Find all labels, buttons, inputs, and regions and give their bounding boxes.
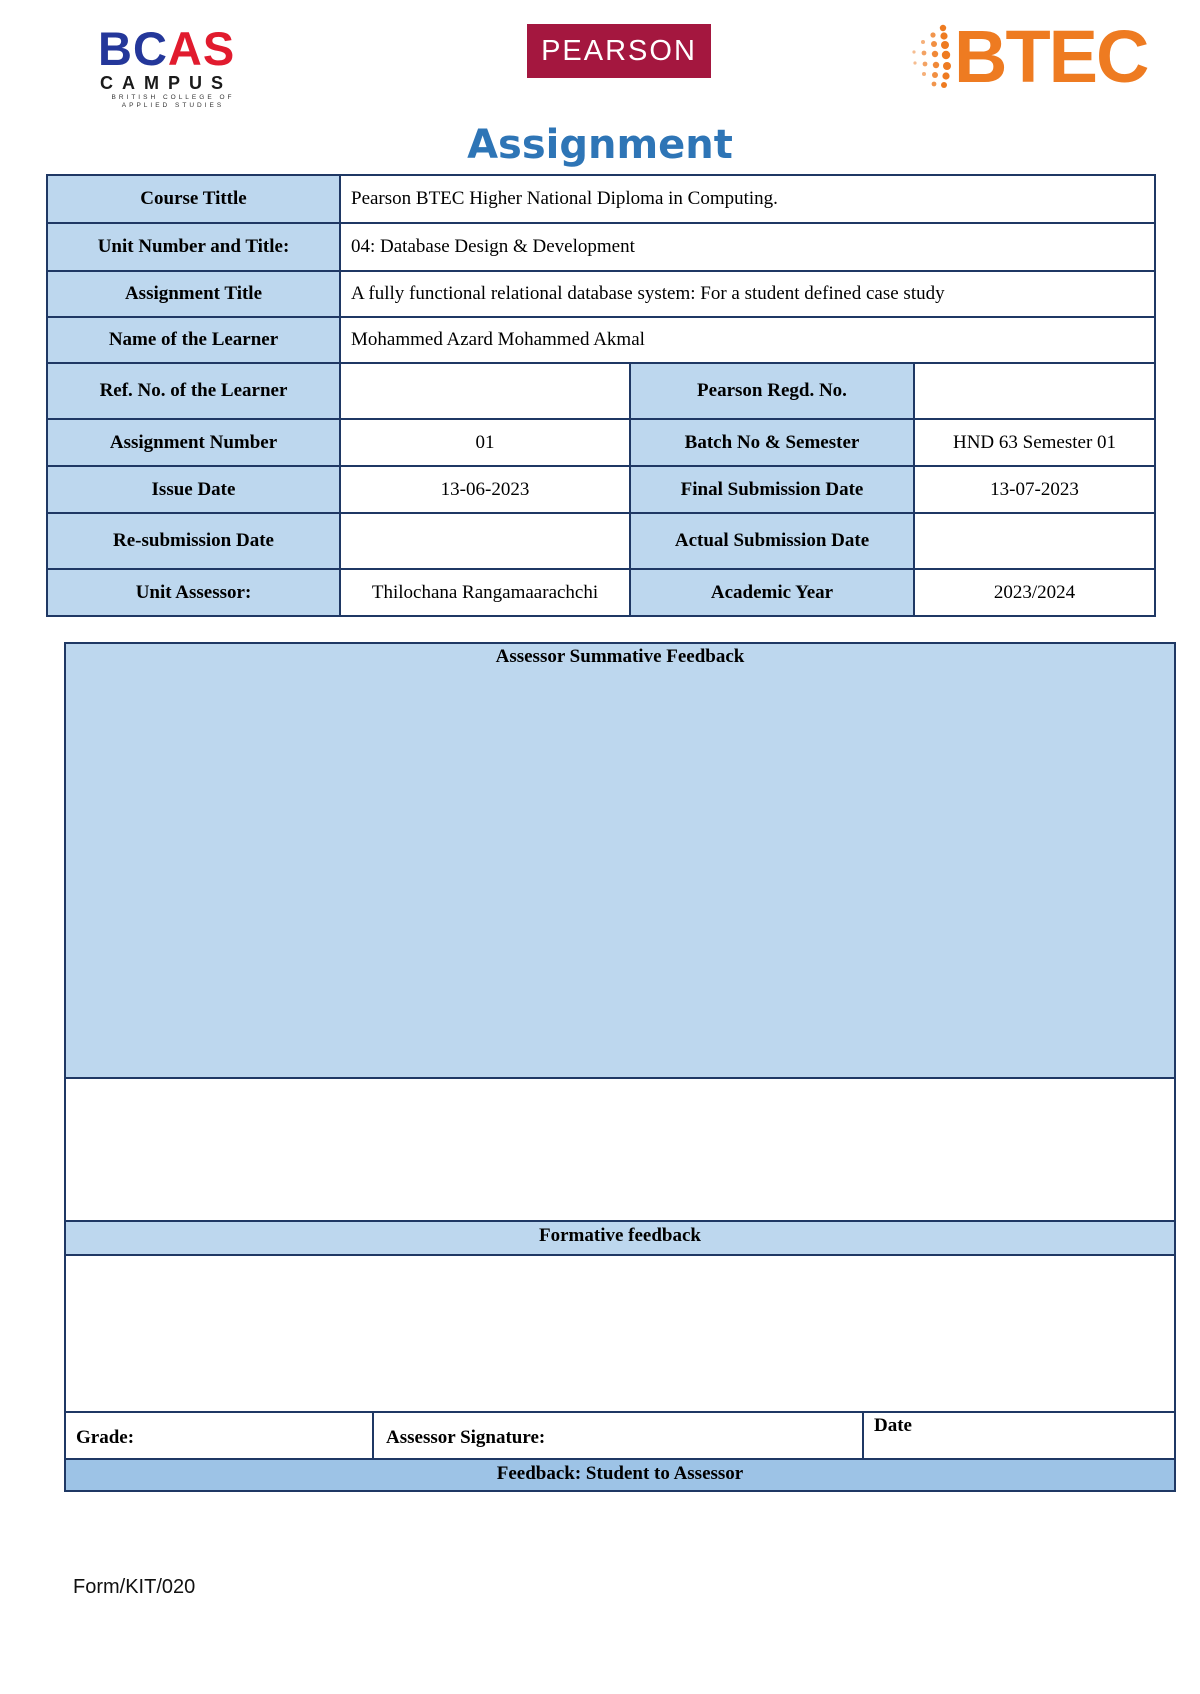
summative-feedback-heading: Assessor Summative Feedback — [495, 646, 745, 667]
bcas-campus-text: CAMPUS — [100, 73, 233, 93]
bcas-campus-logo — [98, 22, 258, 116]
ref-no-label: Ref. No. of the Learner — [47, 363, 340, 419]
summative-feedback-area — [64, 1079, 1176, 1222]
actual-submission-value — [914, 513, 1155, 569]
issue-date-label: Issue Date — [47, 466, 340, 513]
feedback-section — [64, 642, 1176, 1492]
summative-feedback-box — [64, 642, 1176, 1079]
pearson-logo: PEARSON — [527, 24, 711, 78]
unit-label: Unit Number and Title: — [47, 223, 340, 271]
btec-logo — [906, 15, 1150, 98]
pearson-regd-value — [914, 363, 1155, 419]
pearson-regd-label: Pearson Regd. No. — [630, 363, 914, 419]
assignment-title-label: Assignment Title — [47, 271, 340, 317]
btec-wordmark: BTEC — [954, 15, 1148, 98]
grade-label: Grade: — [66, 1413, 374, 1458]
form-code: Form/KIT/020 — [73, 1576, 196, 1598]
course-title-value: Pearson BTEC Higher National Diploma in Computing. — [340, 175, 1155, 223]
assessor-label: Unit Assessor: — [47, 569, 340, 616]
formative-feedback-area — [64, 1256, 1176, 1413]
assignment-title-value: A fully functional relational database system: For a student defined case study — [340, 271, 1155, 317]
issue-date-value: 13-06-2023 — [340, 466, 630, 513]
bcas-wordmark: BCAS — [98, 22, 236, 75]
final-submission-value: 13-07-2023 — [914, 466, 1155, 513]
academic-year-value: 2023/2024 — [914, 569, 1155, 616]
signature-row — [64, 1413, 1176, 1460]
assignment-info-table — [46, 174, 1156, 617]
bcas-subtitle-line1: BRITISH COLLEGE OF — [111, 94, 235, 101]
formative-feedback-heading: Formative feedback — [64, 1222, 1176, 1256]
actual-submission-label: Actual Submission Date — [630, 513, 914, 569]
batch-label: Batch No & Semester — [630, 419, 914, 466]
assessor-signature-label: Assessor Signature: — [374, 1413, 864, 1458]
assessor-value: Thilochana Rangamaarachchi — [340, 569, 630, 616]
resubmission-label: Re-submission Date — [47, 513, 340, 569]
course-title-label: Course Tittle — [47, 175, 340, 223]
academic-year-label: Academic Year — [630, 569, 914, 616]
student-feedback-heading: Feedback: Student to Assessor — [64, 1460, 1176, 1492]
learner-name-label: Name of the Learner — [47, 317, 340, 363]
learner-name-value: Mohammed Azard Mohammed Akmal — [340, 317, 1155, 363]
unit-value: 04: Database Design & Development — [340, 223, 1155, 271]
page-title: Assignment — [467, 122, 733, 168]
batch-value: HND 63 Semester 01 — [914, 419, 1155, 466]
resubmission-value — [340, 513, 630, 569]
assignment-number-label: Assignment Number — [47, 419, 340, 466]
date-label: Date — [874, 1415, 912, 1436]
ref-no-value — [340, 363, 630, 419]
final-submission-label: Final Submission Date — [630, 466, 914, 513]
bcas-subtitle-line2: APPLIED STUDIES — [121, 102, 225, 109]
assignment-number-value: 01 — [340, 419, 630, 466]
